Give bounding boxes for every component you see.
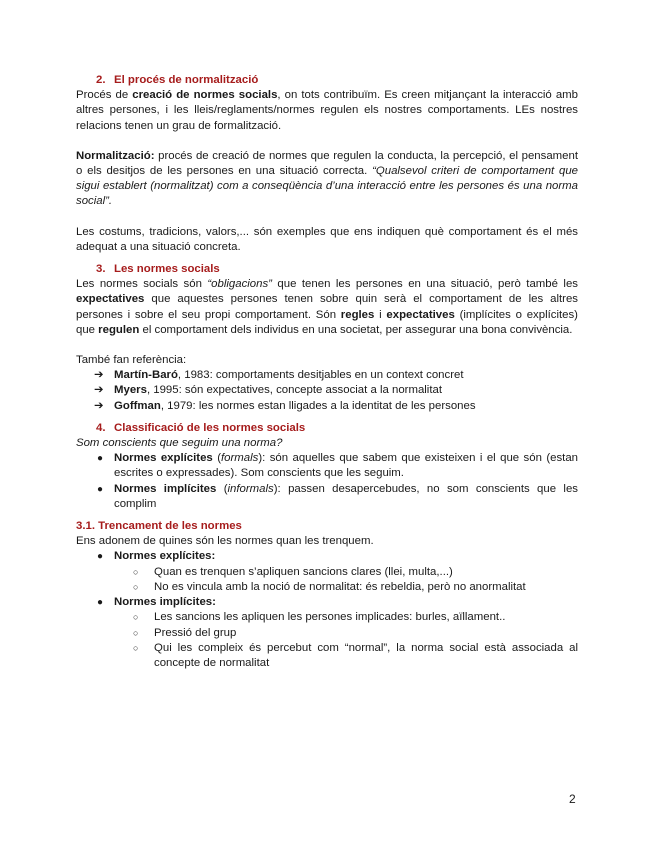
arrow-icon: ➔ bbox=[94, 384, 104, 397]
quote: “Qualsevol criteri de comportament que sigui establert (normalitzat) com a conseqüència d’una interacció entre les persones és una norma social”. bbox=[76, 165, 578, 208]
list-item: ● Normes implícites: bbox=[76, 595, 578, 610]
arrow-icon: ➔ bbox=[94, 399, 104, 412]
paragraph: Les normes socials són “obligacions” que tenen les persones en una situació, però també les expectatives que aquestes persones tenen sobre quin serà el comportament de les altres persones i sobre el seu propi comportament. Són regles i expectatives (implícites o explícites) que regulen el comportament dels individus en una societat, per assegurar una bona convivència. bbox=[76, 278, 578, 336]
arrow-icon: ➔ bbox=[94, 369, 104, 382]
document-page bbox=[76, 73, 578, 671]
circle-bullet-icon: ○ bbox=[133, 642, 139, 653]
section-heading-4: 4. Classificació de les normes socials bbox=[96, 421, 306, 434]
list-item: ○ Qui les compleix és percebut com “normal”, la norma social està associada al concepte de normalitat bbox=[133, 641, 578, 669]
list-item: ○ Les sancions les apliquen les persones implicades: burles, aïllament.. bbox=[76, 610, 578, 625]
list-item: ○ Quan es trenquen s’apliquen sancions clares (llei, multa,...) bbox=[76, 565, 578, 580]
paragraph: Les costums, tradicions, valors,... són exemples que ens indiquen què comportament és el més adequat a una situació concreta. bbox=[76, 225, 578, 253]
bullet-icon: ● bbox=[97, 597, 104, 609]
section-title: Les normes socials bbox=[114, 263, 220, 276]
subsection-heading: 3.1. Trencament de les normes bbox=[76, 520, 242, 533]
sub-list bbox=[76, 565, 578, 595]
question: Som conscients que seguim una norma? bbox=[76, 437, 283, 450]
section-heading-2: 2. El procés de normalització bbox=[96, 74, 259, 86]
circle-bullet-icon: ○ bbox=[133, 566, 139, 577]
list-item: ● Normes explícites (formals): són aquelles que sabem que existeixen i el que són (estan escrites o expressades). Som conscients que les seguim. bbox=[97, 452, 578, 480]
list-item: ○ Pressió del grup bbox=[76, 626, 578, 641]
circle-bullet-icon: ○ bbox=[133, 581, 139, 592]
bullet-icon: ● bbox=[97, 483, 104, 495]
sub-list bbox=[76, 610, 578, 671]
section-heading-3: 3. Les normes socials bbox=[96, 263, 220, 276]
bullet-icon: ● bbox=[97, 453, 104, 465]
section-title: Classificació de les normes socials bbox=[114, 421, 306, 434]
list-item: ➔ Goffman, 1979: les normes estan lligades a la identitat de les persones bbox=[76, 399, 578, 414]
paragraph: Ens adonem de quines són les normes quan les trenquem. bbox=[76, 535, 374, 548]
breaking-list bbox=[76, 549, 578, 564]
bullet-icon: ● bbox=[97, 551, 104, 563]
classification-list bbox=[76, 451, 578, 512]
paragraph: Normalització: procés de creació de normes que regulen la conducta, la percepció, el pensament o els desitjos de les persones en una situació correcta. “Qualsevol criteri de comportament que sigui establert (normalitzat) com a conseqüència d’una interacció entre les persones és una norma social”. bbox=[76, 149, 578, 208]
page-number: 2 bbox=[569, 792, 576, 806]
list-item: ➔ Martín-Baró, 1983: comportaments desitjables en un context concret bbox=[76, 368, 578, 383]
list-item: ● Normes implícites (informals): passen desapercebudes, no som conscients que les complim bbox=[97, 482, 578, 510]
breaking-list bbox=[76, 595, 578, 610]
circle-bullet-icon: ○ bbox=[133, 627, 139, 638]
circle-bullet-icon: ○ bbox=[133, 612, 139, 623]
term: Normalització: bbox=[76, 149, 155, 162]
list-item: ● Normes explícites: bbox=[76, 549, 578, 564]
section-title: El procés de normalització bbox=[114, 74, 259, 86]
list-item: ➔ Myers, 1995: són expectatives, concepte associat a la normalitat bbox=[76, 383, 578, 398]
paragraph: Procés de creació de normes socials, on tots contribuïm. Es creen mitjançant la interacció amb altres persones, i les lleis/reglaments/normes regulen els nostres comportaments. LEs nostres relacions tenen un grau de formalització. bbox=[76, 89, 578, 132]
reference-list bbox=[76, 368, 578, 414]
list-item: ○ No es vincula amb la noció de normalitat: és rebeldia, però no anormalitat bbox=[76, 580, 578, 595]
paragraph: També fan referència: bbox=[76, 354, 187, 367]
